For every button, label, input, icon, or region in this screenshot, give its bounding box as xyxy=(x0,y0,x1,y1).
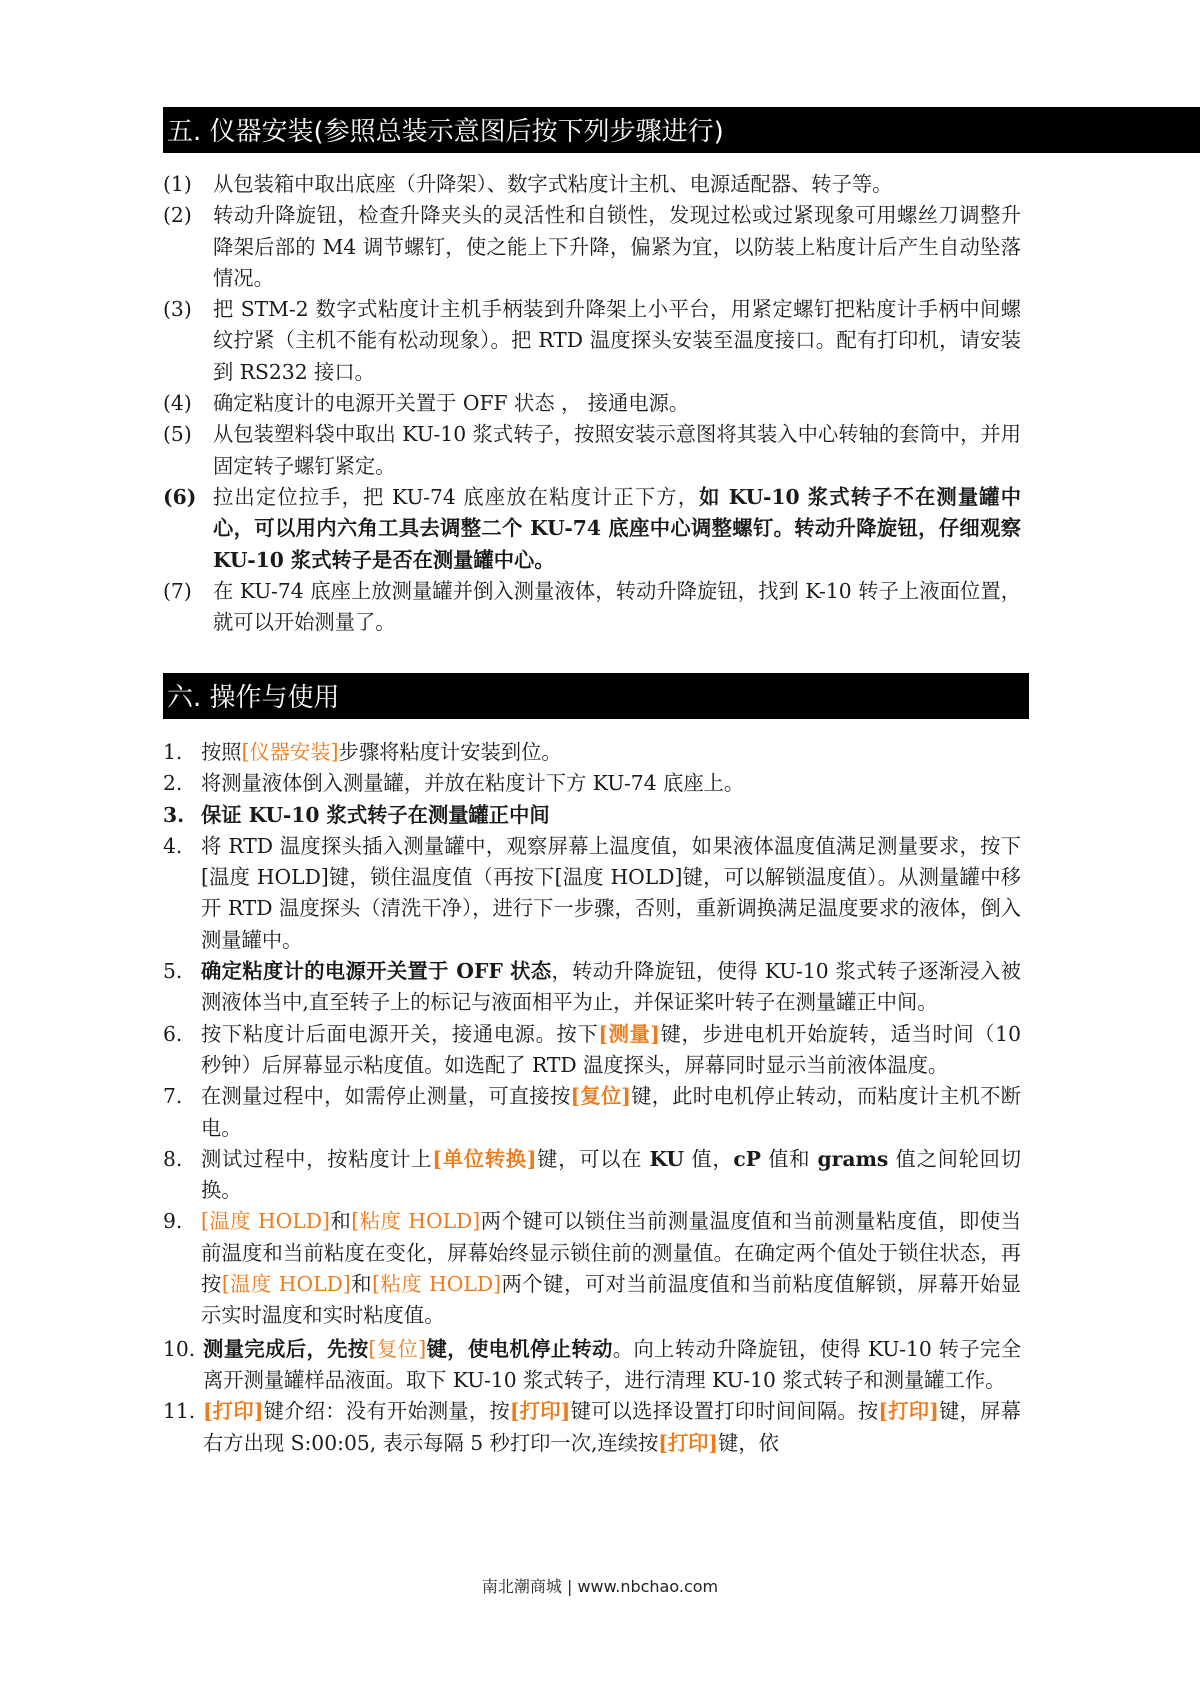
list-item xyxy=(163,388,1021,419)
section-5-list xyxy=(163,169,1021,638)
text-bold: grams xyxy=(817,1146,889,1171)
text-run: 值和 xyxy=(761,1146,818,1171)
item-number: 7. xyxy=(163,1084,183,1109)
list-item xyxy=(163,737,1021,768)
text-run: 键，可以在 xyxy=(536,1146,650,1171)
text-bold: 键，使电机停止转动 xyxy=(426,1336,613,1361)
item-number: 4. xyxy=(163,833,183,858)
list-item xyxy=(163,831,1021,956)
key-label: [粘度 HOLD] xyxy=(351,1209,481,1234)
text-bold: 确定粘度计的电源开关置于 OFF 状态 xyxy=(201,959,552,984)
item-number: (2) xyxy=(163,203,192,228)
key-label: [仪器安装] xyxy=(241,740,339,764)
item-text-bold: 如 KU-10 浆式转子不在测量罐中心，可以用内六角工具去调整二个 KU-74 底座中心调整螺钉。转动升降旋钮，仔细观察 KU-10 浆式转子是否在测量罐中心。 xyxy=(213,484,1021,572)
key-label: [打印] xyxy=(658,1430,719,1455)
item-number: 2. xyxy=(163,771,183,796)
item-text xyxy=(203,1396,1021,1459)
item-text: 在 KU-74 底座上放测量罐并倒入测量液体，转动升降旋钮，找到 K-10 转子上液面位置，就可以开始测量了。 xyxy=(213,578,1021,635)
list-item xyxy=(163,768,1021,799)
text-run: 按下粘度计后面电源开关，接通电源。按下 xyxy=(201,1021,599,1046)
text-run: 。向上转动升降旋钮，使得 KU-10 转子完全离开测量罐样品液面。取下 KU-10 浆式转子，进行清理 KU-10 浆式转子和测量罐工作。 xyxy=(203,1336,1021,1392)
item-text: 将测量液体倒入测量罐，并放在粘度计下方 KU-74 底座上。 xyxy=(201,771,745,796)
item-text xyxy=(201,1019,1021,1082)
section-6-header: 六. 操作与使用 xyxy=(163,673,1029,719)
text-run: 键，步进电机开始旋转，适当时间（10 秒钟）后屏幕显示粘度值。如选配了 RTD 温度探头，屏幕同时显示当前液体温度。 xyxy=(201,1021,1021,1077)
text-bold: 测量完成后，先按 xyxy=(203,1336,369,1361)
list-item xyxy=(163,1081,1021,1144)
list-item xyxy=(163,956,1021,1019)
text-run: 按照 xyxy=(201,740,242,764)
text-run: ，转动升降旋钮，使得 KU-10 浆式转子逐渐浸入被测液体当中,直至转子上的标记与液面相平为止，并保证桨叶转子在测量罐正中间。 xyxy=(201,959,1021,1015)
text-run: 键介绍：没有开始测量，按 xyxy=(263,1399,510,1424)
text-run: 在测量过程中，如需停止测量，可直接按 xyxy=(201,1084,571,1109)
key-label: [温度 HOLD] xyxy=(201,1209,330,1234)
text-run: 和 xyxy=(350,1272,373,1297)
text-run: 步骤将粘度计安装到位。 xyxy=(338,740,562,764)
item-text xyxy=(201,1206,1021,1331)
item-text-part: 拉出定位拉手，把 KU-74 底座放在粘度计正下方， xyxy=(213,484,700,509)
item-text xyxy=(201,956,1021,1019)
item-number: 3. xyxy=(163,802,185,827)
key-label: [温度 HOLD] xyxy=(221,1272,351,1297)
item-number: (3) xyxy=(163,297,192,322)
item-text xyxy=(203,1334,1021,1397)
text-run: 两个键，可对当前温度值和当前粘度值解锁，屏幕开始显示实时温度和实时粘度值。 xyxy=(201,1272,1021,1328)
list-item xyxy=(163,482,1021,576)
item-number: (1) xyxy=(163,172,192,196)
section-6-list xyxy=(163,737,1021,1459)
text-run: 测试过程中，按粘度计上 xyxy=(201,1146,433,1171)
item-text: 将 RTD 温度探头插入测量罐中，观察屏幕上温度值，如果液体温度值满足测量要求，按下[温度 HOLD]键，锁住温度值（再按下[温度 HOLD]键，可以解锁温度值）。从测量罐中移开 RTD 温度探头（清洗干净），进行下一步骤，否则，重新调换满足温度要求的液体，倒入测量罐中。 xyxy=(201,833,1021,952)
list-item xyxy=(163,200,1021,294)
list-item xyxy=(163,1019,1021,1082)
list-item xyxy=(163,419,1021,482)
item-text xyxy=(201,737,1021,768)
item-text: 把 STM-2 数字式粘度计主机手柄装到升降架上小平台，用紧定螺钉把粘度计手柄中间螺纹拧紧（主机不能有松动现象）。把 RTD 温度探头安装至温度接口。配有打印机，请安装到 RS232 接口。 xyxy=(213,297,1021,384)
page-footer: 南北潮商城 | www.nbchao.com xyxy=(481,1577,719,1596)
item-number: 11. xyxy=(163,1399,196,1424)
item-text xyxy=(201,1144,1021,1207)
text-run: 键，此时电机停止转动，而粘度计主机不断电。 xyxy=(201,1084,1021,1140)
list-item xyxy=(163,1396,1021,1459)
item-text: 保证 KU-10 浆式转子在测量罐正中间 xyxy=(201,802,550,827)
item-number: 5. xyxy=(163,959,183,984)
key-label: [打印] xyxy=(878,1399,939,1424)
item-text xyxy=(201,1081,1021,1144)
list-item xyxy=(163,294,1021,388)
item-text xyxy=(213,482,1021,576)
text-run: 键，依 xyxy=(718,1430,779,1455)
list-item xyxy=(163,1206,1021,1331)
list-item xyxy=(163,1334,1021,1397)
key-label: [测量] xyxy=(598,1021,660,1046)
item-number: 1. xyxy=(163,740,183,764)
text-run: 值之间轮回切换。 xyxy=(201,1146,1021,1203)
key-label: [打印] xyxy=(203,1399,264,1424)
text-run: 和 xyxy=(329,1209,352,1234)
key-label: [粘度 HOLD] xyxy=(372,1272,502,1297)
text-bold: cP xyxy=(733,1146,761,1171)
section-5-header: 五. 仪器安装(参照总装示意图后按下列步骤进行) xyxy=(163,107,1200,153)
key-label: [复位] xyxy=(368,1336,427,1361)
list-item xyxy=(163,576,1021,639)
key-label: [单位转换] xyxy=(432,1146,537,1171)
text-bold: KU xyxy=(649,1146,685,1171)
item-text: 从包装塑料袋中取出 KU-10 浆式转子，按照安装示意图将其装入中心转轴的套筒中，并用固定转子螺钉紧定。 xyxy=(213,422,1021,478)
item-number: (7) xyxy=(163,578,192,603)
text-run: 两个键可以锁住当前测量温度值和当前测量粘度值，即使当前温度和当前粘度在变化，屏幕始终显示锁住前的测量值。在确定两个值处于锁住状态，再按 xyxy=(201,1209,1021,1297)
item-text: 从包装箱中取出底座（升降架）、数字式粘度计主机、电源适配器、转子等。 xyxy=(213,172,893,196)
item-text: 确定粘度计的电源开关置于 OFF 状态 ， 接通电源。 xyxy=(213,391,690,416)
item-number: 6. xyxy=(163,1021,183,1046)
item-number: (5) xyxy=(163,422,192,447)
text-run: 键，屏幕右方出现 S:00:05, 表示每隔 5 秒打印一次,连续按 xyxy=(203,1399,1021,1455)
item-number: (6) xyxy=(163,484,197,509)
key-label: [打印] xyxy=(509,1399,571,1424)
text-run: 值， xyxy=(684,1146,734,1171)
list-item xyxy=(163,800,1021,831)
key-label: [复位] xyxy=(570,1084,631,1109)
item-number: 10. xyxy=(163,1336,196,1361)
list-item xyxy=(163,169,1021,200)
item-number: 8. xyxy=(163,1146,183,1171)
item-number: (4) xyxy=(163,391,192,416)
item-text: 转动升降旋钮，检查升降夹头的灵活性和自锁性，发现过松或过紧现象可用螺丝刀调整升降架后部的 M4 调节螺钉，使之能上下升降，偏紧为宜，以防装上粘度计后产生自动坠落情况。 xyxy=(213,203,1021,290)
list-item xyxy=(163,1144,1021,1207)
text-run: 键可以选择设置打印时间间隔。按 xyxy=(570,1399,879,1424)
item-number: 9. xyxy=(163,1209,183,1234)
